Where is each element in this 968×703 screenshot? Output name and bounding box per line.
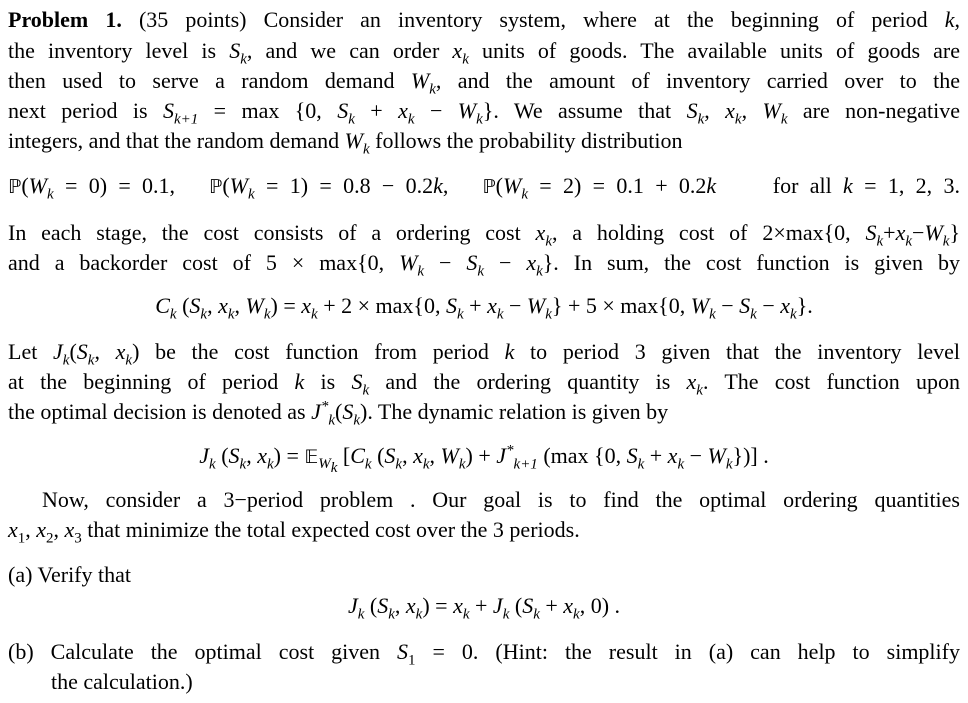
intro-line-2: the inventory level is $S_k$, and we can order $x_k$ units of goods. The available units of goods are [8,38,961,68]
intro-line-3: then used to serve a random demand $W_k$, and the amount of inventory carried over to the [8,68,960,98]
goal-line-2: $x_1$, $x_2$, $x_3$ that minimize the total expected cost over the 3 periods. [8,517,580,547]
part-b-label: (b) [8,639,34,664]
intro-line-5: integers, and that the random demand $W_k$ follows the probability distribution [8,128,683,158]
cost-to-go-line-1: Let $J_k(S_k$, $x_k$) be the cost function from period k to period 3 given that the inventory level [8,339,960,369]
cost-equation: $C_k$ ($S_k$, $x_k$, $W_k) = x_k + 2 \times \max\{0$, $S_k + x_k - W_k\} + 5 \times \max\{0$, $W_k - S_k - x_k$}. [155,293,813,323]
dp-equation: $J_k$ ($S_k$, $x_k$) = 𝔼$_{W_k}$ [$C_k$ ($S_k$, $x_k$, $W_k) + J^*_{k+1}$ (max {0, $S_k + x_k - W_k$})] . [199,442,769,477]
problem-heading: Problem 1. [8,7,122,32]
part-a [8,561,131,589]
problem-points: (35 points) [138,7,247,32]
part-b-line-1: (b) Calculate the optimal cost given $S_1 = 0$. (Hint: the result in (a) can help to simplify [8,639,960,669]
part-a-text: Verify that [37,562,131,587]
cost-line-1: In each stage, the cost consists of a ordering cost $x_k$, a holding cost of 2×max{0, $S_k+x_k-W_k$} [8,220,960,250]
cost-to-go-line-3: the optimal decision is denoted as $J^*_k(S_k)$. The dynamic relation is given by [8,398,669,429]
part-a-equation: $J_k$ ($S_k$, $x_k) = x_k + J_k$ ($S_k + x_k$, 0) . [347,593,621,623]
intro-line-1: Problem 1. (35 points) Consider an inventory system, where at the beginning of period k, [8,7,960,32]
cost-to-go-line-2: at the beginning of period k is $S_k$ and the ordering quantity is $x_k$. The cost function upon [8,369,961,399]
probability-distribution: $ℙ(W_k = 0) = 0.1$, $ℙ(W_k = 1) = 0.8 - 0.2k$, $ℙ(W_k = 2) = 0.1 + 0.2k$ for all k = 1, 2, 3. [8,173,960,203]
cost-line-2: and a backorder cost of 5 × max{0, $W_k - S_k - x_k$}. In sum, the cost function is given by [8,250,960,280]
intro-line-4: next period is $S_{k+1} = \max \{0$, $S_k + x_k - W_k$}. We assume that $S_k$, $x_k$, $W_k$ are non-negative [8,98,960,128]
part-b-line-2: the calculation.) [51,669,193,694]
part-a-label: (a) [8,562,33,587]
goal-line-1: Now, consider a 3−period problem . Our goal is to find the optimal ordering quantities [42,487,960,512]
